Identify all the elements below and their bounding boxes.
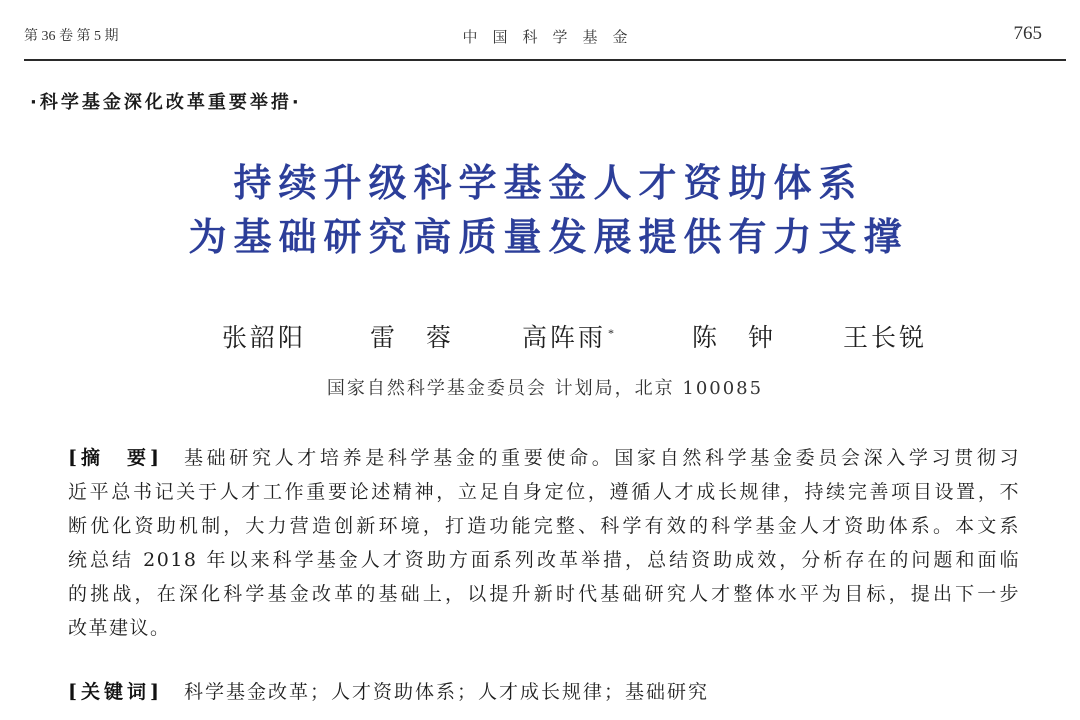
abstract-line: 近平总书记关于人才工作重要论述精神，立足自身定位，遵循人才成长规律，持续完善项目设置，不 [68,481,1020,503]
keywords [68,675,1020,709]
abstract [68,441,1020,645]
abstract-line: 断优化资助机制，大力营造创新环境，打造功能完整、科学有效的科学基金人才资助体系。本文系 [68,515,1020,537]
author-name-text: 王长锐 [843,323,928,352]
abstract-line [68,441,1020,475]
author-name [522,321,614,355]
volume-issue: 第 36 卷 第 5 期 [24,29,119,44]
column-tag: ·科学基金深化改革重要举措· [30,92,302,113]
author-name-text: 陈 钟 [692,323,777,352]
abstract-label: [摘 要] [68,447,163,469]
corresponding-author-mark: * [608,325,615,340]
article-title [24,156,1066,264]
author-name-text: 张韶阳 [222,323,307,352]
author-name [370,321,454,355]
author-name-text: 高阵雨 [522,323,607,352]
author-name-text: 雷 蓉 [370,323,455,352]
abstract-line: 改革建议。 [68,617,171,639]
page-number: 765 [1013,23,1042,44]
header-rule [24,59,1066,61]
abstract-line: 的挑战，在深化科学基金改革的基础上，以提升新时代基础研究人才整体水平为目标，提出下一步 [68,583,1020,605]
author-list [0,321,1080,355]
affiliation: 国家自然科学基金委员会 计划局，北京 100085 [326,378,764,399]
abstract-line: 统总结 2018 年以来科学基金人才资助方面系列改革举措，总结资助成效，分析存在的问题和面临 [68,549,1020,571]
title-line-2: 为基础研究高质量发展提供有力支撑 [188,215,909,259]
author-name [222,321,306,355]
keywords-label: [关键词] [68,681,163,703]
author-name [692,321,776,355]
keywords-text: 科学基金改革；人才资助体系；人才成长规律；基础研究 [184,681,710,703]
title-line-1: 持续升级科学基金人才资助体系 [233,161,864,205]
journal-name: 中国科学基金 [462,28,643,46]
abstract-line-text: 基础研究人才培养是科学基金的重要使命。国家自然科学基金委员会深入学习贯彻习 [184,447,1020,469]
author-name [843,321,927,355]
